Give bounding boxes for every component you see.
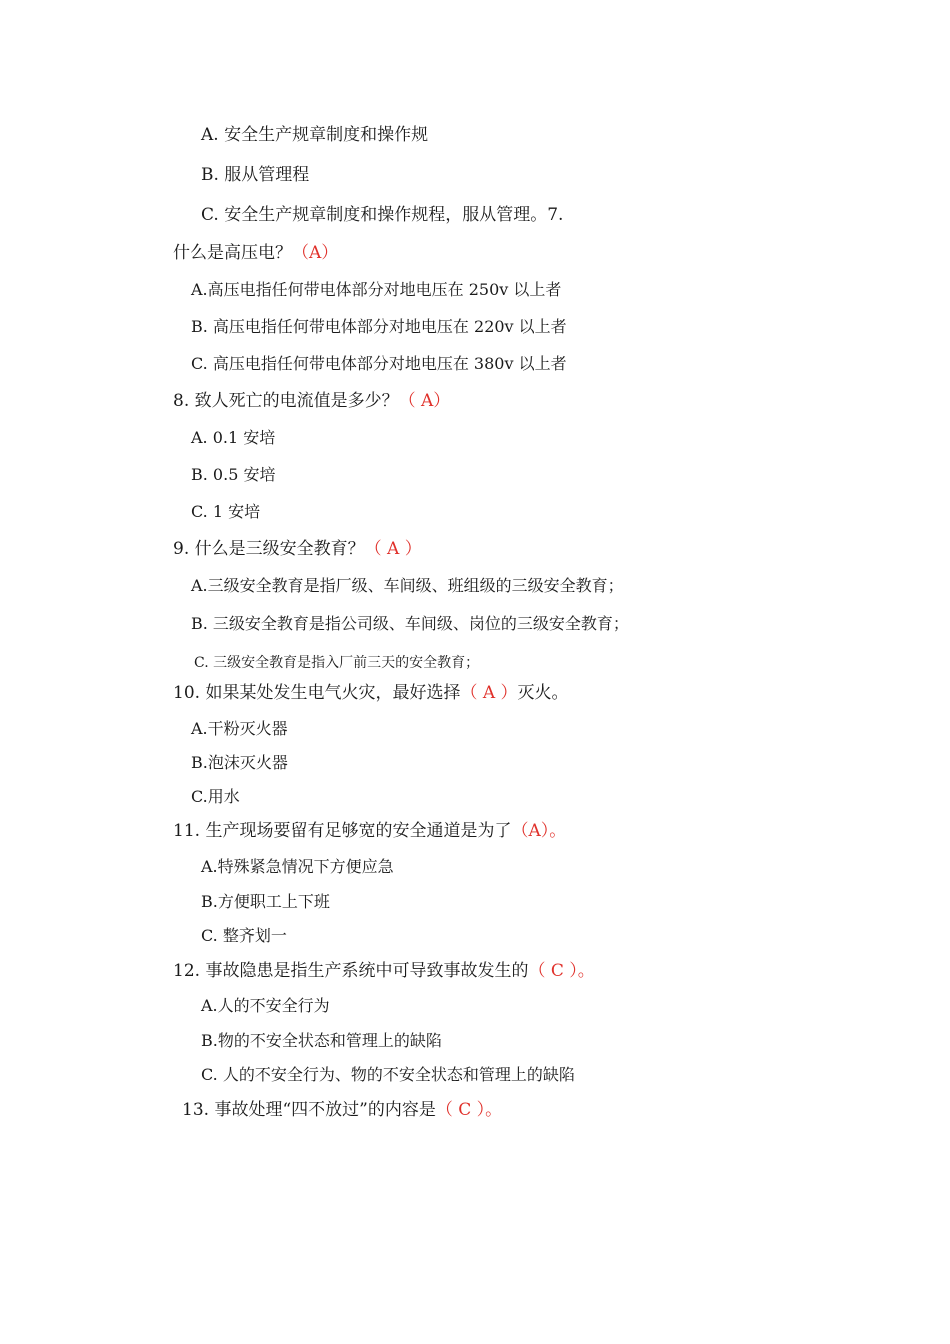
q7-answer: （A） — [292, 243, 339, 263]
q7-option-a: A.高压电指任何带电体部分对地电压在 250v 以上者 — [191, 280, 562, 299]
q12-question-text: 12. 事故隐患是指生产系统中可导致事故发生的 — [173, 961, 529, 981]
q12-option-b: B.物的不安全状态和管理上的缺陷 — [201, 1031, 442, 1050]
q12-option-c: C. 人的不安全行为、物的不安全状态和管理上的缺陷 — [201, 1065, 575, 1084]
q9-option-c: C. 三级安全教育是指入厂前三天的安全教育； — [194, 655, 480, 671]
q11-option-c: C. 整齐划一 — [201, 926, 287, 945]
q7-option-c: C. 高压电指任何带电体部分对地电压在 380v 以上者 — [191, 354, 567, 373]
q11-question-text: 11. 生产现场要留有足够宽的安全通道是为了 — [173, 821, 512, 841]
q11-answer: （A）。 — [511, 821, 567, 841]
q10-option-b: B.泡沫灭火器 — [191, 753, 288, 772]
q11-option-b: B.方便职工上下班 — [201, 892, 330, 911]
q8-question — [173, 390, 450, 412]
q10-answer: （ A ） — [460, 683, 518, 703]
q8-answer: （ A） — [398, 391, 451, 411]
q10-question-text: 10. 如果某处发生电气火灾，最好选择 — [173, 683, 461, 703]
q12-question — [173, 960, 595, 982]
q10-question — [173, 682, 569, 704]
q10-question-end: 灭火。 — [517, 683, 569, 703]
q8-option-b: B. 0.5 安培 — [191, 465, 276, 484]
q7-question — [173, 242, 338, 264]
q6-option-c: C. 安全生产规章制度和操作规程，服从管理。7. — [201, 205, 564, 225]
q8-question-text: 8. 致人死亡的电流值是多少？ — [173, 391, 399, 411]
q8-option-c: C. 1 安培 — [191, 502, 261, 521]
q9-question — [173, 538, 422, 560]
q13-question-text: 13. 事故处理“四不放过”的内容是 — [182, 1100, 436, 1120]
q11-question — [173, 820, 566, 842]
q7-question-text: 什么是高压电？ — [173, 243, 292, 263]
q6-option-a: A. 安全生产规章制度和操作规 — [201, 125, 429, 145]
q13-question — [182, 1099, 502, 1121]
q10-option-c: C.用水 — [191, 787, 240, 806]
q8-option-a: A. 0.1 安培 — [191, 428, 276, 447]
q13-answer: （ C ）。 — [435, 1100, 503, 1120]
q12-answer: （ C ）。 — [528, 961, 595, 981]
q12-option-a: A.人的不安全行为 — [201, 996, 330, 1015]
q9-option-a: A.三级安全教育是指厂级、车间级、班组级的三级安全教育； — [191, 576, 624, 595]
q6-option-b: B. 服从管理程 — [201, 165, 310, 185]
q10-option-a: A.干粉灭火器 — [191, 719, 288, 738]
q9-answer: （ A ） — [364, 539, 422, 559]
q7-option-b: B. 高压电指任何带电体部分对地电压在 220v 以上者 — [191, 317, 567, 336]
q9-question-text: 9. 什么是三级安全教育？ — [173, 539, 365, 559]
q11-option-a: A.特殊紧急情况下方便应急 — [201, 857, 394, 876]
q9-option-b: B. 三级安全教育是指公司级、车间级、岗位的三级安全教育； — [191, 614, 629, 633]
